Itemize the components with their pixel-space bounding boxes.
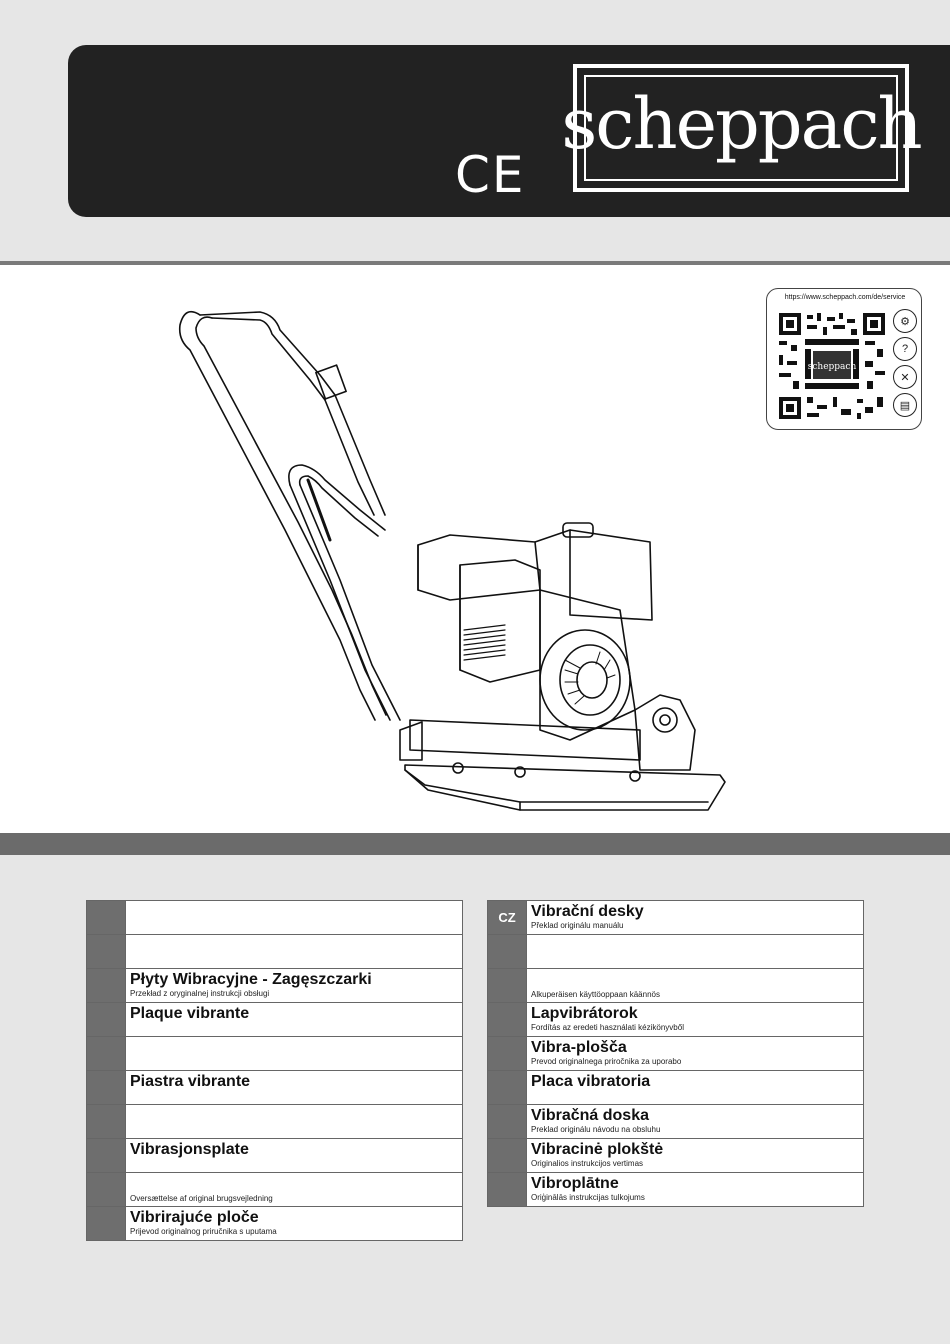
language-code: [488, 1139, 527, 1173]
language-cell: [527, 1037, 864, 1071]
language-row[interactable]: [488, 1173, 864, 1207]
language-code: [488, 1071, 527, 1105]
vibratory-plate-illustration: [160, 290, 740, 820]
brand-logo-text: scheppach: [561, 83, 921, 165]
language-row[interactable]: [488, 1003, 864, 1037]
manual-icon[interactable]: ▤: [893, 393, 917, 417]
language-code: [87, 1037, 126, 1071]
language-row[interactable]: [488, 901, 864, 935]
language-table-right: [487, 900, 864, 1207]
qr-service-card[interactable]: [766, 288, 922, 430]
language-title: Vibra-plošča: [531, 1039, 627, 1056]
language-cell: [126, 935, 463, 969]
language-title: Vibrasjonsplate: [130, 1141, 249, 1158]
language-code: [488, 1037, 527, 1071]
language-title: Vibrační desky: [531, 903, 644, 920]
language-cell: [126, 901, 463, 935]
language-row[interactable]: [87, 969, 463, 1003]
language-cell: [126, 1207, 463, 1241]
language-title: Płyty Wibracyjne - Zagęszczarki: [130, 971, 372, 988]
language-cell: [126, 1037, 463, 1071]
language-title: Lapvibrátorok: [531, 1005, 638, 1022]
language-code: [87, 969, 126, 1003]
language-code: [488, 969, 527, 1003]
language-row[interactable]: [488, 1071, 864, 1105]
language-title: Piastra vibrante: [130, 1073, 251, 1090]
language-cell: [126, 1173, 463, 1207]
language-row[interactable]: [488, 1139, 864, 1173]
language-row[interactable]: [87, 935, 463, 969]
gray-band: [0, 833, 950, 855]
language-code: [87, 935, 126, 969]
language-code: [87, 1003, 126, 1037]
language-cell: [126, 1139, 463, 1173]
language-cell: [527, 1105, 864, 1139]
language-code: CZ: [488, 901, 527, 935]
language-cell: [126, 1071, 463, 1105]
qr-code-icon: [777, 311, 887, 421]
language-row[interactable]: [87, 1105, 463, 1139]
language-table-left: [86, 900, 463, 1241]
qr-center-logo: scheppach: [807, 362, 857, 372]
language-row[interactable]: [87, 1037, 463, 1071]
language-title: Vibroplātne: [531, 1175, 619, 1192]
language-row[interactable]: [87, 1139, 463, 1173]
qr-service-icons: [893, 309, 919, 421]
language-row[interactable]: [87, 1207, 463, 1241]
language-row[interactable]: [488, 935, 864, 969]
language-subtitle: Prijevod originalnog priručnika s uputama: [130, 1227, 277, 1236]
language-code: [488, 1173, 527, 1207]
language-cell: [527, 1071, 864, 1105]
language-title: Vibračná doska: [531, 1107, 649, 1124]
language-cell: [527, 969, 864, 1003]
language-cell: [527, 1173, 864, 1207]
ce-mark: CE: [455, 146, 526, 204]
language-code: [87, 1139, 126, 1173]
language-row[interactable]: [488, 1037, 864, 1071]
language-cell: [527, 901, 864, 935]
language-subtitle: Przekład z oryginalnej instrukcji obsługi: [130, 989, 270, 998]
language-cell: [126, 969, 463, 1003]
language-cell: [126, 1105, 463, 1139]
tools-icon[interactable]: ✕: [893, 365, 917, 389]
language-cell: [527, 1139, 864, 1173]
language-row[interactable]: [488, 969, 864, 1003]
language-title: Vibrirajuće ploče: [130, 1209, 259, 1226]
language-code: [488, 1003, 527, 1037]
language-subtitle: Překlad originálu manuálu: [531, 921, 624, 930]
language-row[interactable]: [87, 1173, 463, 1207]
qr-url: https://www.scheppach.com/de/service: [784, 294, 906, 301]
language-code: [87, 901, 126, 935]
language-title: Placa vibratoria: [531, 1073, 651, 1090]
language-code: [488, 935, 527, 969]
language-cell: [527, 935, 864, 969]
language-code: [87, 1105, 126, 1139]
language-cell: [126, 1003, 463, 1037]
language-subtitle: Alkuperäisen käyttöoppaan käännös: [531, 990, 660, 999]
language-subtitle: Preklad originálu návodu na obsluhu: [531, 1125, 661, 1134]
language-subtitle: Oriģinālās instrukcijas tulkojums: [531, 1193, 645, 1202]
language-row[interactable]: [87, 901, 463, 935]
faq-icon[interactable]: ?: [893, 337, 917, 361]
language-code: [87, 1173, 126, 1207]
language-subtitle: Oversættelse af original brugsvejledning: [130, 1194, 273, 1203]
language-code: [87, 1071, 126, 1105]
language-row[interactable]: [488, 1105, 864, 1139]
language-cell: [527, 1003, 864, 1037]
language-subtitle: Prevod originalnega priročnika za uporabo: [531, 1057, 682, 1066]
language-row[interactable]: [87, 1003, 463, 1037]
language-title: Vibracinė plokštė: [531, 1141, 664, 1158]
brand-logo: [561, 64, 921, 192]
language-code: [87, 1207, 126, 1241]
language-subtitle: Fordítás az eredeti használati kézikönyvből: [531, 1023, 684, 1032]
spare-parts-icon[interactable]: ⚙: [893, 309, 917, 333]
language-subtitle: Originalios instrukcijos vertimas: [531, 1159, 644, 1168]
language-row[interactable]: [87, 1071, 463, 1105]
language-code: [488, 1105, 527, 1139]
language-title: Plaque vibrante: [130, 1005, 250, 1022]
